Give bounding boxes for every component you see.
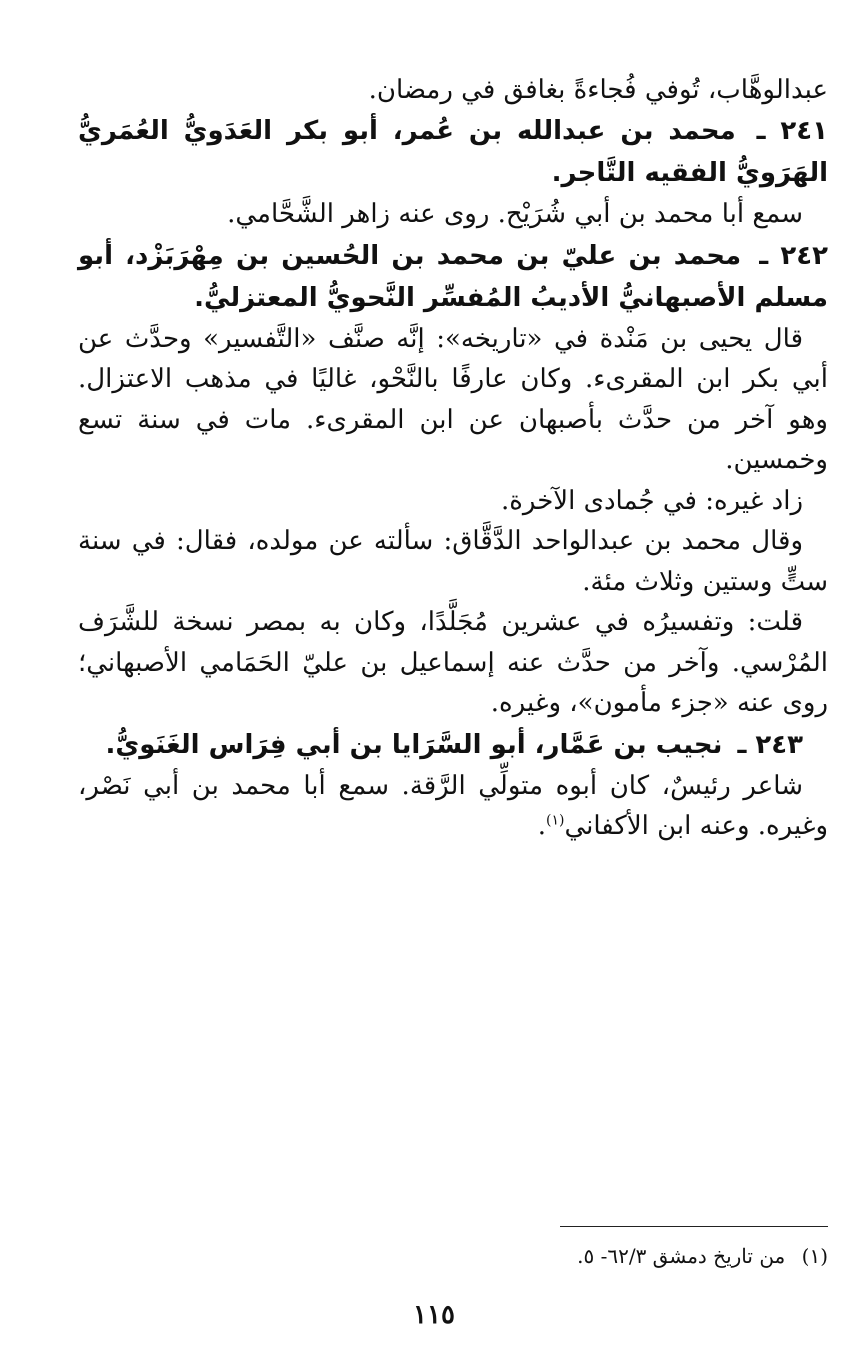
entry-text-end: . <box>537 811 546 841</box>
page-body <box>78 70 828 847</box>
entry-number: ٢٤٢ ـ <box>759 240 828 271</box>
footnote-reference[interactable]: (١) <box>545 812 565 829</box>
entry-title: محمد بن عليّ بن محمد بن الحُسين بن مِهْرَبَزْد، أبو مسلم الأصبهانيُّ الأديبُ المُفسِّر النَّحويُّ المعتزليُّ. <box>78 240 828 313</box>
footnote-text: من تاريخ دمشق ٦٢/٣- ٥. <box>577 1244 786 1268</box>
footnote-divider <box>560 1226 828 1227</box>
entry-heading-241 <box>78 110 828 194</box>
entry-number: ٢٤٣ ـ <box>737 729 803 760</box>
entry-paragraph <box>78 766 828 847</box>
entry-title: محمد بن عبدالله بن عُمر، أبو بكر العَدَويُّ العُمَريُّ الهَرَويُّ الفقيه التَّاجر. <box>78 116 828 188</box>
footnote-mark: (١) <box>801 1244 828 1268</box>
entry-paragraph: وقال محمد بن عبدالواحد الدَّقَّاق: سألته عن مولده، فقال: في سنة ستٍّ وستين وثلاث مئة. <box>78 526 828 597</box>
entry-heading-242 <box>78 235 828 319</box>
footnote <box>577 1242 828 1270</box>
entry-heading-243 <box>78 724 828 766</box>
text-line-continuation: عبدالوهَّاب، تُوفي فُجاءةً بغافق في رمضان. <box>368 75 828 105</box>
page-number: ١١٥ <box>413 1300 455 1330</box>
entry-title: نجيب بن عَمَّار، أبو السَّرَايا بن أبي فِرَاس الغَنَويُّ. <box>105 729 723 760</box>
entry-paragraph: قال يحيى بن مَنْدة في «تاريخه»: إنَّه صنَّف «التَّفسير» وحدَّث عن أبي بكر ابن المقرىء. وكان عارفًا بالنَّحْو، غاليًا في مذهب الاعتزال. وهو آخر من حدَّث بأصبهان عن ابن المقرىء. مات في سنة تسع وخمسين. <box>78 323 828 475</box>
entry-number: ٢٤١ ـ <box>756 116 828 146</box>
entry-paragraph: سمع أبا محمد بن أبي شُرَيْح. روى عنه زاهر الشَّحَّامي. <box>227 199 803 229</box>
entry-paragraph: زاد غيره: في جُمادى الآخرة. <box>501 485 803 516</box>
entry-text: شاعر رئيسٌ، كان أبوه متولِّي الرَّقة. سمع أبا محمد بن أبي نَصْر، وغيره. وعنه ابن الأكفاني <box>78 770 828 841</box>
entry-paragraph: قلت: وتفسيرُه في عشرين مُجَلَّدًا، وكان به بمصر نسخة للشَّرَف المُرْسي. وآخر من حدَّث عنه إسماعيل بن عليّ الحَمَامي الأصبهاني؛ روى عنه «جزء مأمون»، وغيره. <box>78 607 828 718</box>
